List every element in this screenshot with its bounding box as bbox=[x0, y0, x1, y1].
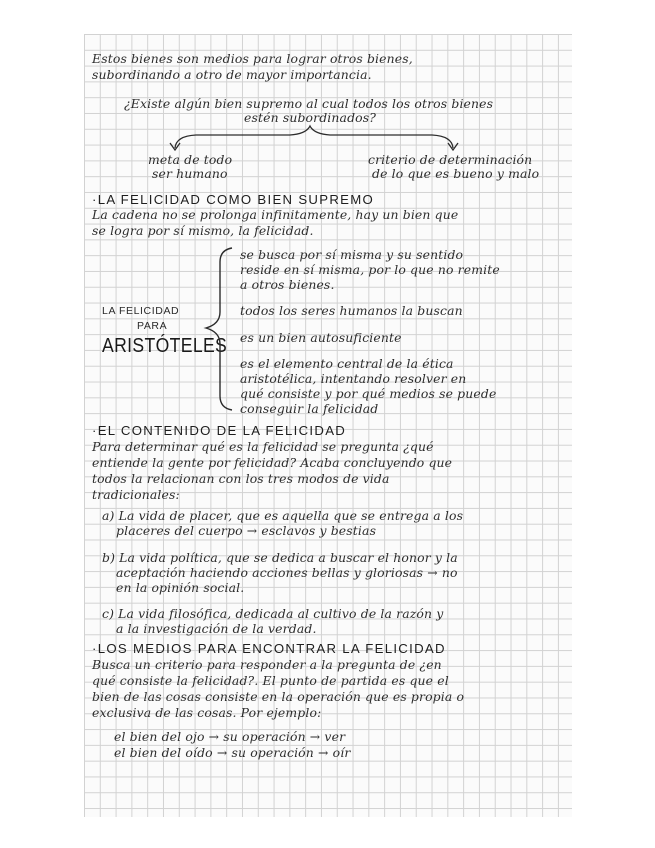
aristotle-point-1-line-2: reside en sí misma, por lo que no remite bbox=[240, 262, 500, 277]
section1-line-1: La cadena no se prolonga infinitamente, hay un bien que bbox=[92, 207, 459, 222]
section2-line-3: todos la relacionan con los tres modos de vida bbox=[92, 471, 390, 486]
aristotle-point-4-line-3: qué consiste y por qué medios se puede bbox=[240, 386, 497, 401]
aristotle-label-line-1: LA FELICIDAD bbox=[102, 305, 180, 317]
example-eye: el bien del ojo → su operación → ver bbox=[114, 729, 346, 744]
item-a-line-1: a) La vida de placer, que es aquella que se entrega a los bbox=[102, 508, 464, 523]
section2-line-1: Para determinar qué es la felicidad se pregunta ¿qué bbox=[92, 439, 434, 454]
section-heading-medios-felicidad: ·LOS MEDIOS PARA ENCONTRAR LA FELICIDAD bbox=[92, 641, 446, 656]
aristotle-point-4-line-2: aristotélica, intentando resolver en bbox=[240, 371, 467, 386]
section3-line-1: Busca un criterio para responder a la pregunta de ¿en bbox=[92, 657, 442, 672]
item-c-line-1: c) La vida filosófica, dedicada al cultivo de la razón y bbox=[102, 606, 444, 621]
aristotle-point-1-line-3: a otros bienes. bbox=[240, 277, 335, 292]
aristotle-point-3: es un bien autosuficiente bbox=[240, 330, 402, 345]
section2-line-2: entiende la gente por felicidad? Acaba concluyendo que bbox=[92, 455, 453, 470]
aristotle-point-1-line-1: se busca por sí misma y su sentido bbox=[240, 247, 464, 262]
aristotle-label-line-2: PARA bbox=[137, 320, 168, 332]
branch-left-line-2: ser humano bbox=[152, 166, 228, 181]
item-b-line-2: aceptación haciendo acciones bellas y gloriosas → no bbox=[116, 565, 458, 580]
aristotle-point-2: todos los seres humanos la buscan bbox=[240, 303, 463, 318]
item-b-line-3: en la opinión social. bbox=[116, 580, 245, 595]
aristotle-point-4-line-4: conseguir la felicidad bbox=[240, 401, 379, 416]
section2-line-4: tradicionales: bbox=[92, 487, 180, 502]
item-b-line-1: b) La vida política, que se dedica a buscar el honor y la bbox=[102, 550, 458, 565]
branch-right-line-1: criterio de determinación bbox=[368, 152, 533, 167]
question-line-2: estén subordinados? bbox=[244, 110, 377, 125]
item-a-line-2: placeres del cuerpo → esclavos y bestias bbox=[116, 523, 377, 538]
section3-line-2: qué consiste la felicidad?. El punto de partida es que el bbox=[92, 673, 449, 688]
branch-right-line-2: de lo que es bueno y malo bbox=[372, 166, 540, 181]
section-heading-felicidad-bien-supremo: ·LA FELICIDAD COMO BIEN SUPREMO bbox=[92, 192, 375, 207]
aristotle-brace-line bbox=[206, 248, 232, 410]
intro-line-2: subordinando a otro de mayor importancia. bbox=[92, 67, 372, 82]
section3-line-3: bien de las cosas consiste en la operación que es propia o bbox=[92, 689, 465, 704]
aristotle-point-4-line-1: es el elemento central de la ética bbox=[240, 356, 454, 371]
example-ear: el bien del oído → su operación → oír bbox=[114, 745, 351, 760]
item-c-line-2: a la investigación de la verdad. bbox=[116, 621, 317, 636]
section3-line-4: exclusiva de las cosas. Por ejemplo: bbox=[92, 705, 322, 720]
section1-line-2: se logra por sí mismo, la felicidad. bbox=[92, 223, 314, 238]
intro-line-1: Estos bienes son medios para lograr otros bienes, bbox=[92, 51, 413, 66]
aristotle-label-line-3: ARISTÓTELES bbox=[102, 335, 228, 357]
branch-left-line-1: meta de todo bbox=[148, 152, 233, 167]
section-heading-contenido-felicidad: ·EL CONTENIDO DE LA FELICIDAD bbox=[92, 423, 347, 438]
question-line-1: ¿Existe algún bien supremo al cual todos los otros bienes bbox=[124, 96, 494, 111]
